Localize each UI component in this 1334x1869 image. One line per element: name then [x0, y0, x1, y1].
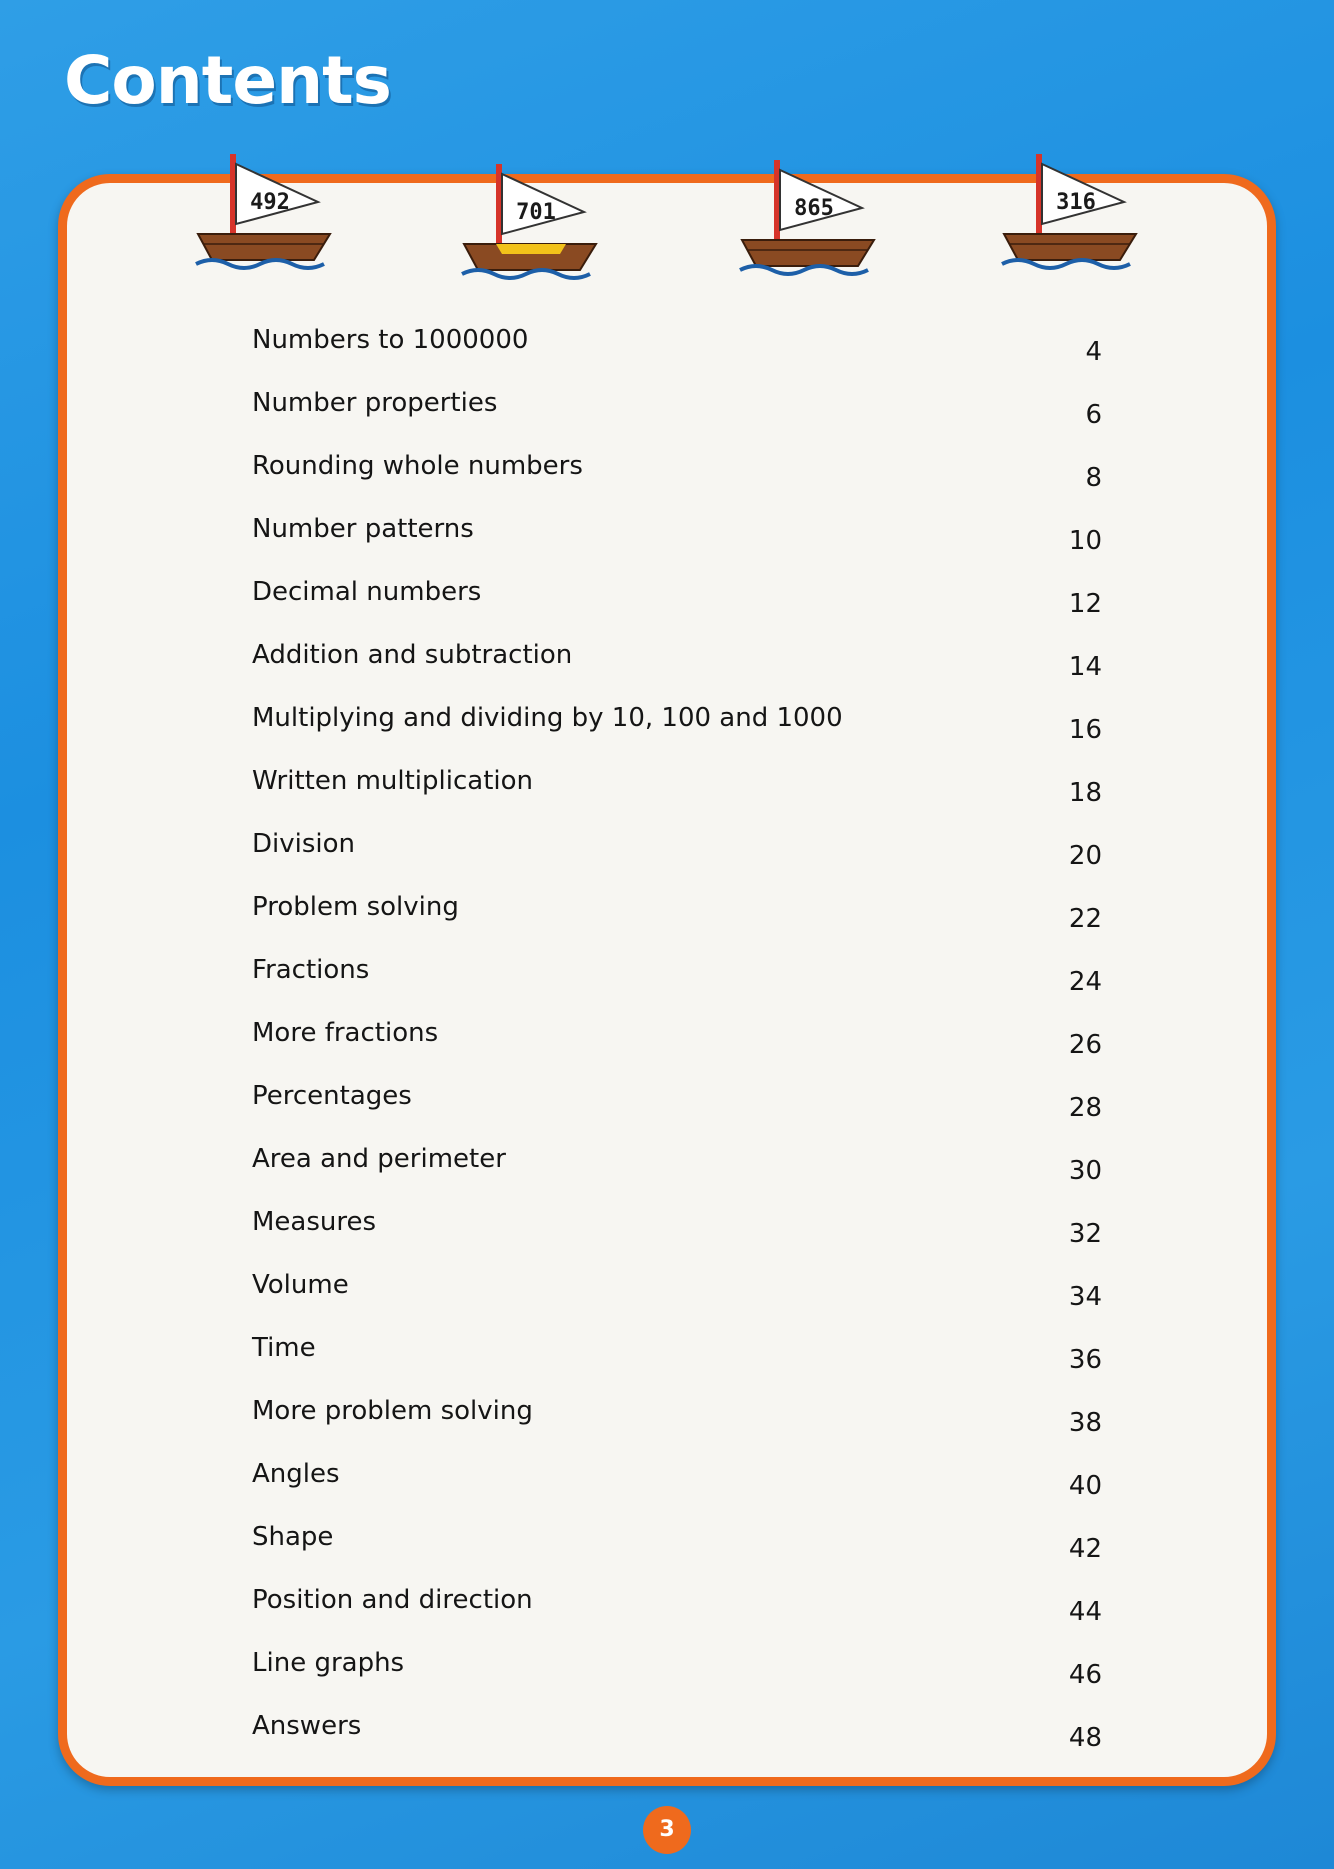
contents-row-page: 40	[1068, 1471, 1102, 1501]
contents-row-title: Rounding whole numbers	[252, 451, 583, 481]
contents-row[interactable]	[252, 703, 1102, 743]
sailboat-3	[734, 156, 884, 286]
contents-row[interactable]	[252, 1081, 1102, 1121]
boat-number: 492	[250, 190, 290, 215]
contents-row-title: Position and direction	[252, 1585, 533, 1615]
contents-row-page: 44	[1068, 1597, 1102, 1627]
contents-row[interactable]	[252, 514, 1102, 554]
sailboat-icon	[996, 150, 1146, 280]
contents-row[interactable]	[252, 1144, 1102, 1184]
contents-row-title: Measures	[252, 1207, 377, 1237]
contents-row-title: Written multiplication	[252, 766, 534, 796]
contents-row-title: Percentages	[252, 1081, 412, 1111]
contents-row[interactable]	[252, 892, 1102, 932]
contents-row[interactable]	[252, 1459, 1102, 1499]
page-number-badge: 3	[643, 1806, 691, 1854]
contents-row-title: Decimal numbers	[252, 577, 482, 607]
contents-row-page: 26	[1068, 1030, 1102, 1060]
contents-row-page: 32	[1068, 1219, 1102, 1249]
contents-row-page: 24	[1068, 967, 1102, 997]
contents-row-page: 10	[1068, 526, 1102, 556]
contents-row-page: 4	[1085, 337, 1102, 367]
contents-row[interactable]	[252, 640, 1102, 680]
contents-row-title: Number properties	[252, 388, 498, 418]
contents-row-page: 38	[1068, 1408, 1102, 1438]
contents-row-title: Angles	[252, 1459, 340, 1489]
contents-row-title: Number patterns	[252, 514, 474, 544]
contents-row[interactable]	[252, 451, 1102, 491]
contents-row[interactable]	[252, 1522, 1102, 1562]
contents-row-page: 18	[1068, 778, 1102, 808]
contents-row-page: 12	[1068, 589, 1102, 619]
contents-row-page: 48	[1068, 1723, 1102, 1753]
boat-number: 865	[794, 196, 834, 221]
contents-row-page: 16	[1068, 715, 1102, 745]
contents-row-page: 20	[1068, 841, 1102, 871]
contents-row[interactable]	[252, 1585, 1102, 1625]
contents-row[interactable]	[252, 577, 1102, 617]
contents-row[interactable]	[252, 955, 1102, 995]
contents-row[interactable]	[252, 1018, 1102, 1058]
contents-row-page: 36	[1068, 1345, 1102, 1375]
contents-row[interactable]	[252, 1333, 1102, 1373]
contents-row-title: More fractions	[252, 1018, 439, 1048]
contents-row-title: Volume	[252, 1270, 349, 1300]
contents-row-title: Time	[252, 1333, 316, 1363]
contents-row[interactable]	[252, 388, 1102, 428]
contents-row[interactable]	[252, 1396, 1102, 1436]
contents-row[interactable]	[252, 325, 1102, 365]
contents-row-page: 8	[1085, 463, 1102, 493]
contents-row-page: 34	[1068, 1282, 1102, 1312]
sailboat-icon	[456, 160, 606, 290]
contents-row-page: 14	[1068, 652, 1102, 682]
contents-row-page: 6	[1085, 400, 1102, 430]
contents-row[interactable]	[252, 766, 1102, 806]
contents-row-page: 42	[1068, 1534, 1102, 1564]
contents-row-title: Problem solving	[252, 892, 459, 922]
contents-row-title: Multiplying and dividing by 10, 100 and 1000	[252, 703, 843, 733]
contents-row-title: Shape	[252, 1522, 334, 1552]
contents-row[interactable]	[252, 1711, 1102, 1751]
contents-row[interactable]	[252, 1648, 1102, 1688]
contents-row[interactable]	[252, 1270, 1102, 1310]
contents-row-title: Fractions	[252, 955, 370, 985]
page-title: Contents	[64, 42, 391, 119]
contents-row-title: Area and perimeter	[252, 1144, 506, 1174]
contents-row-page: 22	[1068, 904, 1102, 934]
sailboat-1	[190, 150, 340, 280]
contents-row-page: 46	[1068, 1660, 1102, 1690]
sailboat-icon	[734, 156, 884, 286]
boat-number: 316	[1056, 190, 1096, 215]
contents-row-page: 28	[1068, 1093, 1102, 1123]
contents-row-page: 30	[1068, 1156, 1102, 1186]
contents-row-title: Numbers to 1000000	[252, 325, 529, 355]
contents-row-title: Answers	[252, 1711, 362, 1741]
contents-row-title: Addition and subtraction	[252, 640, 573, 670]
sailboat-2	[456, 160, 606, 290]
sailboat-icon	[190, 150, 340, 280]
sailboat-4	[996, 150, 1146, 280]
contents-row-title: Division	[252, 829, 356, 859]
contents-row-title: Line graphs	[252, 1648, 405, 1678]
contents-row-title: More problem solving	[252, 1396, 533, 1426]
contents-row[interactable]	[252, 1207, 1102, 1247]
boat-number: 701	[516, 200, 556, 225]
contents-row[interactable]	[252, 829, 1102, 869]
